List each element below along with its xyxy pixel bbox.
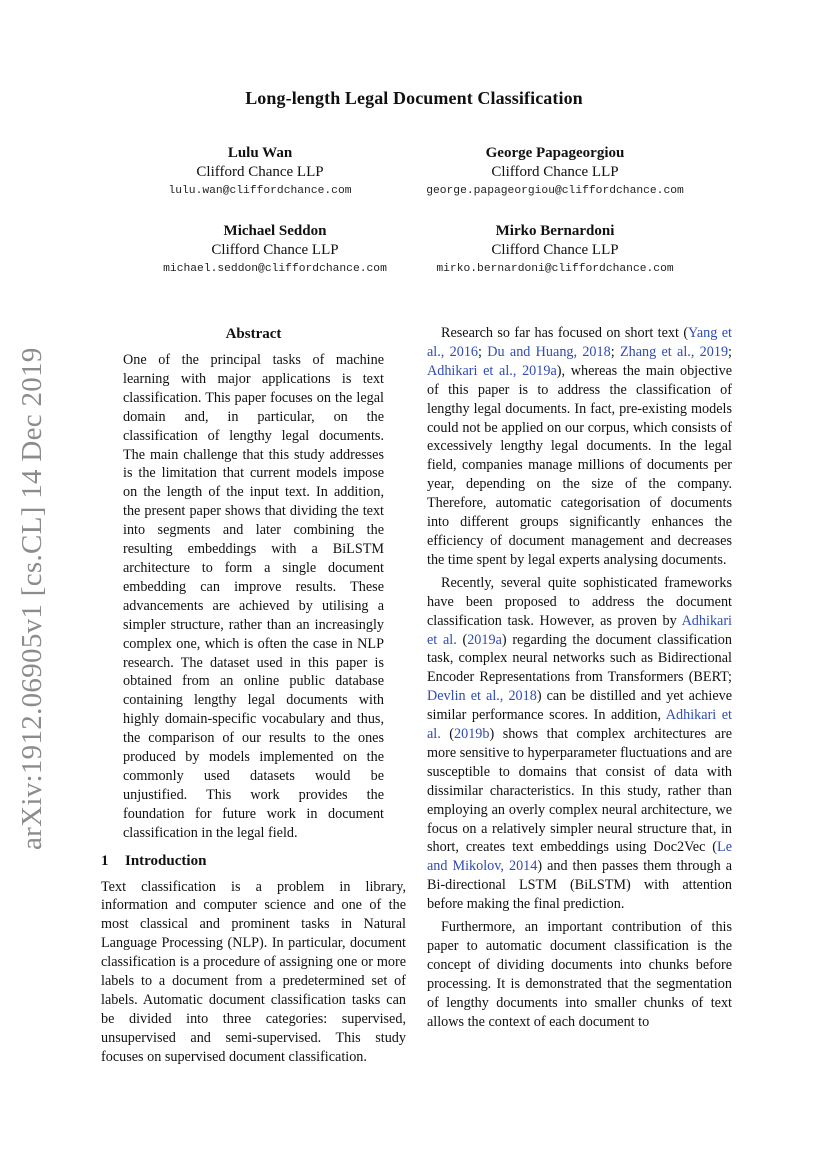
author-name: Michael Seddon (223, 223, 327, 239)
body-paragraph: Recently, several quite sophisticated frameworks have been proposed to address the document classification task. However, as proven by Adhikari et al. (2019a) regarding the document classification task, complex neural networks such as Bidirectional Encoder Representations from Transformers (BERT; Devlin et al., 2018) can be distilled and yet achieve similar performance scores. In addition, Adhikari et al. (2019b) shows that complex architectures are more sensitive to hyperparameter fluctuations and are susceptible to domains that consist of data with dissimilar characteristics. In this study, rather than employing an overly complex neural architecture, we focus on a relatively simpler neural structure that, in short, creates text embeddings using Doc2Vec (Le and Mikolov, 2014) and then passes them through a Bi-directional LSTM (BiLSTM) with attention before making the final prediction. (427, 574, 733, 913)
body-paragraph: Furthermore, an important contribution of this paper to automatic document classification is the concept of dividing documents into chunks before processing. It is demonstrated that the segmentation of lengthy documents into smaller chunks of text allows the context of each document to (427, 919, 732, 1030)
citation-link[interactable]: Devlin et al., 2018 (427, 688, 537, 705)
author-block (150, 144, 370, 201)
author-email: michael.seddon@cliffordchance.com (163, 263, 387, 275)
author-email: lulu.wan@cliffordchance.com (168, 185, 352, 197)
citation-link[interactable]: Adhikari et al., 2019a (427, 362, 557, 379)
intro-paragraph: Text classification is a problem in library, information and computer science and one of the most classical and prominent tasks in Natural Language Processing (NLP). In particular, document classification is a procedure of assigning one or more labels to a document from a predetermined set of labels. Automatic document classification tasks can be divided into three categories: supervised, unsupervised and semi-supervised. This study focuses on supervised document classification. (101, 878, 406, 1065)
section-heading (101, 851, 406, 871)
paper-title: Long-length Legal Document Classification (245, 88, 583, 108)
body-paragraph: Research so far has focused on short text (Yang et al., 2016; Du and Huang, 2018; Zhang et al., 2019; Adhikari et al., 2019a), whereas the main objective of this paper is to address the classification of lengthy legal documents. In fact, pre-existing models could not be applied on our corpus, which consists of excessively lengthy legal documents. In the legal field, companies manage millions of documents per year, depending on the size of the company. Therefore, automatic categorisation of documents into different groups significantly enhances the efficiency of document management and decreases the time spent by legal experts analysing documents. (427, 325, 732, 568)
citation-link[interactable]: Du and Huang, 2018 (487, 343, 611, 360)
author-name: George Papageorgiou (485, 145, 625, 161)
author-affiliation: Clifford Chance LLP (196, 164, 324, 180)
author-block (130, 222, 420, 279)
author-affiliation: Clifford Chance LLP (491, 242, 619, 258)
author-name: Mirko Bernardoni (495, 223, 615, 239)
citation-link[interactable]: 2019a (467, 631, 502, 648)
arxiv-identifier: arXiv:1912.06905v1 [cs.CL] 14 Dec 2019 (16, 347, 48, 850)
citation-link[interactable]: Adhikari et al. (427, 612, 732, 648)
abstract-heading: Abstract (225, 326, 282, 342)
left-column (101, 324, 406, 1067)
citation-link[interactable]: Zhang et al., 2019 (619, 343, 729, 360)
citation-link[interactable]: 2019b (454, 726, 490, 743)
right-column (427, 324, 732, 1032)
author-name: Lulu Wan (227, 145, 293, 161)
section-number: 1 (101, 852, 109, 869)
author-block (400, 222, 710, 279)
citation-link[interactable]: Le and Mikolov, 2014 (427, 839, 732, 875)
author-affiliation: Clifford Chance LLP (491, 164, 619, 180)
author-email: mirko.bernardoni@cliffordchance.com (436, 263, 674, 275)
author-block (390, 144, 720, 201)
citation-link[interactable]: Yang et al., 2016 (427, 325, 732, 360)
author-affiliation: Clifford Chance LLP (211, 242, 339, 258)
author-email: george.papageorgiou@cliffordchance.com (426, 185, 684, 197)
abstract-text: One of the principal tasks of machine learning with major applications is text classification. This paper focuses on the legal domain and, in particular, on the classification of lengthy legal documents. The main challenge that this study addresses is the limitation that current models impose on the length of the input text. In addition, the present paper shows that dividing the text into segments and later combining the resulting embeddings with a BiLSTM architecture to form a single document embedding can improve results. These advancements are achieved by utilising a simpler structure, rather than an increasingly complex one, which is often the case in NLP research. The dataset used in this paper is obtained from an online public database containing lengthy legal documents with highly domain-specific vocabulary and thus, the comparison of our results to the ones produced by models implemented on the commonly used datasets would be unjustified. This work provides the foundation for future work in document classification in the legal field. (123, 352, 384, 841)
section-title: Introduction (125, 852, 207, 869)
citation-link[interactable]: Adhikari et al. (427, 707, 732, 743)
